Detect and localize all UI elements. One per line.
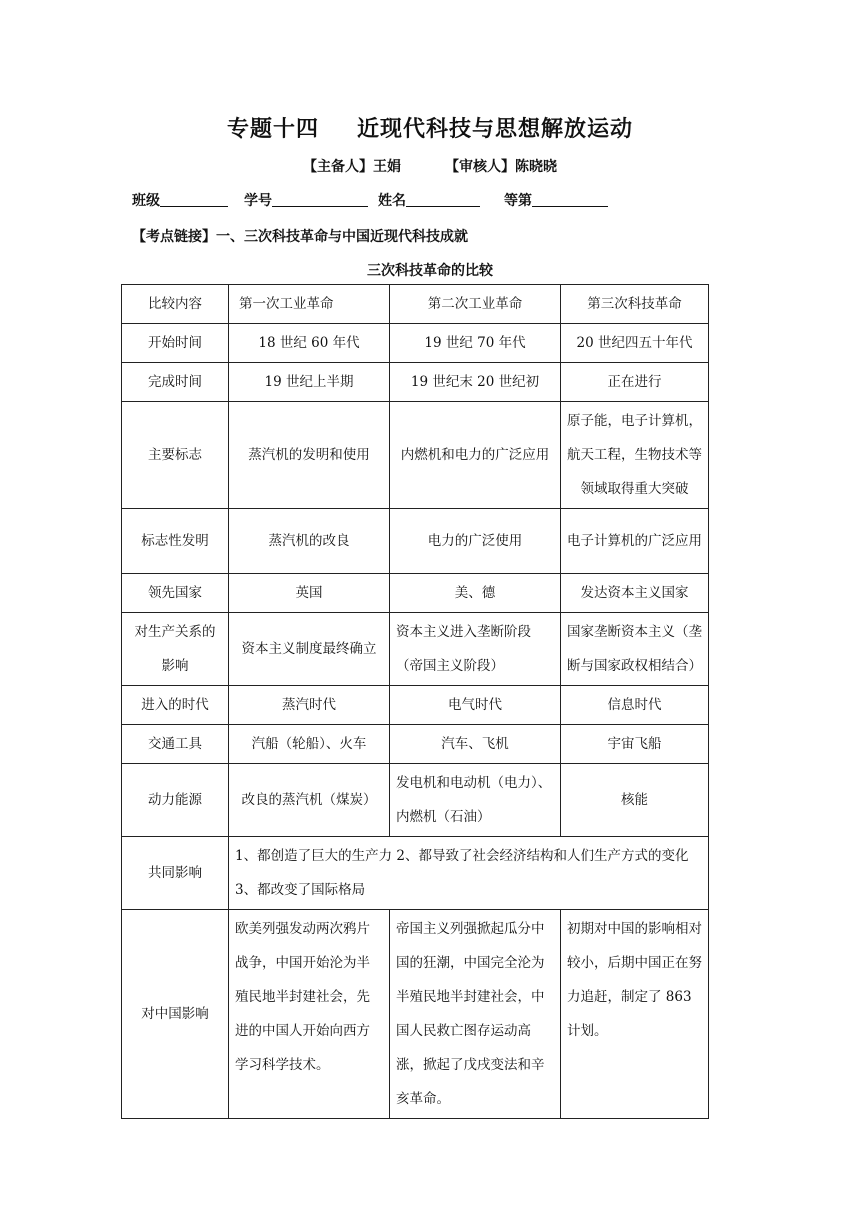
table-cell: 蒸汽机的发明和使用 xyxy=(229,402,390,509)
student-info-line xyxy=(132,190,608,210)
table-cell: 原子能，电子计算机，航天工程，生物技术等领域取得重大突破 xyxy=(561,402,709,509)
row-label: 共同影响 xyxy=(122,837,229,910)
table-cell: 信息时代 xyxy=(561,686,709,725)
grade-label: 等第 xyxy=(504,193,532,209)
header-cell: 第三次科技革命 xyxy=(561,285,709,324)
table-cell: 内燃机和电力的广泛应用 xyxy=(390,402,561,509)
row-label: 开始时间 xyxy=(122,324,229,363)
row-label: 对中国影响 xyxy=(122,910,229,1119)
table-cell: 国家垄断资本主义（垄断与国家政权相结合） xyxy=(561,613,709,686)
table-cell: 改良的蒸汽机（煤炭） xyxy=(229,764,390,837)
table-row xyxy=(122,837,709,910)
table-row xyxy=(122,613,709,686)
table-cell: 发达资本主义国家 xyxy=(561,574,709,613)
row-label: 领先国家 xyxy=(122,574,229,613)
table-cell: 电气时代 xyxy=(390,686,561,725)
table-cell: 汽车、飞机 xyxy=(390,725,561,764)
table-row xyxy=(122,686,709,725)
table-cell: 美、德 xyxy=(390,574,561,613)
table-cell: 电力的广泛使用 xyxy=(390,509,561,574)
chief-label: 【主备人】 xyxy=(303,159,373,175)
table-row xyxy=(122,574,709,613)
row-label: 主要标志 xyxy=(122,402,229,509)
table-cell: 18 世纪 60 年代 xyxy=(229,324,390,363)
number-field[interactable] xyxy=(272,192,368,207)
name-field[interactable] xyxy=(406,192,480,207)
number-label: 学号 xyxy=(244,193,272,209)
table-cell: 资本主义进入垄断阶段（帝国主义阶段） xyxy=(390,613,561,686)
row-label: 完成时间 xyxy=(122,363,229,402)
reviewer-label: 【审核人】 xyxy=(445,159,515,175)
table-cell: 发电机和电动机（电力）、内燃机（石油） xyxy=(390,764,561,837)
row-label: 进入的时代 xyxy=(122,686,229,725)
row-label: 动力能源 xyxy=(122,764,229,837)
grade-field[interactable] xyxy=(532,192,608,207)
table-row xyxy=(122,725,709,764)
class-label: 班级 xyxy=(132,193,160,209)
table-cell: 欧美列强发动两次鸦片战争，中国开始沦为半殖民地半封建社会，先进的中国人开始向西方学习科学技术。 xyxy=(229,910,390,1119)
class-field[interactable] xyxy=(160,192,228,207)
header-cell: 第二次工业革命 xyxy=(390,285,561,324)
common-impact-cell: 1、都创造了巨大的生产力 2、都导致了社会经济结构和人们生产方式的变化 3、都改变了国际格局 xyxy=(229,837,709,910)
header-cell: 第一次工业革命 xyxy=(229,285,390,324)
table-cell: 英国 xyxy=(229,574,390,613)
table-cell: 19 世纪末 20 世纪初 xyxy=(390,363,561,402)
table-header-row xyxy=(122,285,709,324)
table-row xyxy=(122,324,709,363)
table-cell: 19 世纪 70 年代 xyxy=(390,324,561,363)
table-cell: 20 世纪四五十年代 xyxy=(561,324,709,363)
table-caption: 三次科技革命的比较 xyxy=(367,263,493,279)
comparison-table xyxy=(121,284,709,1119)
table-row xyxy=(122,509,709,574)
table-cell: 初期对中国的影响相对较小，后期中国正在努力追赶，制定了 863 计划。 xyxy=(561,910,709,1119)
name-label: 姓名 xyxy=(378,193,406,209)
table-row xyxy=(122,910,709,1119)
table-cell: 帝国主义列强掀起瓜分中国的狂潮，中国完全沦为半殖民地半封建社会，中国人民救亡图存运动高涨，掀起了戊戌变法和辛亥革命。 xyxy=(390,910,561,1119)
chief-name: 王娟 xyxy=(373,159,401,175)
table-cell: 19 世纪上半期 xyxy=(229,363,390,402)
row-label: 标志性发明 xyxy=(122,509,229,574)
table-cell: 核能 xyxy=(561,764,709,837)
section-heading: 【考点链接】一、三次科技革命与中国近现代科技成就 xyxy=(132,229,468,245)
page-title xyxy=(0,112,860,143)
row-label: 对生产关系的影响 xyxy=(122,613,229,686)
table-cell: 资本主义制度最终确立 xyxy=(229,613,390,686)
header-cell: 比较内容 xyxy=(122,285,229,324)
table-row xyxy=(122,363,709,402)
table-cell: 电子计算机的广泛应用 xyxy=(561,509,709,574)
table-cell: 宇宙飞船 xyxy=(561,725,709,764)
table-cell: 蒸汽时代 xyxy=(229,686,390,725)
table-row xyxy=(122,402,709,509)
title-topic-number: 专题十四 xyxy=(226,117,319,142)
authors-line xyxy=(0,156,860,176)
table-cell: 汽船（轮船）、火车 xyxy=(229,725,390,764)
table-cell: 正在进行 xyxy=(561,363,709,402)
title-topic-name: 近现代科技与思想解放运动 xyxy=(357,117,634,142)
row-label: 交通工具 xyxy=(122,725,229,764)
table-row xyxy=(122,764,709,837)
reviewer-name: 陈晓晓 xyxy=(515,159,557,175)
table-cell: 蒸汽机的改良 xyxy=(229,509,390,574)
